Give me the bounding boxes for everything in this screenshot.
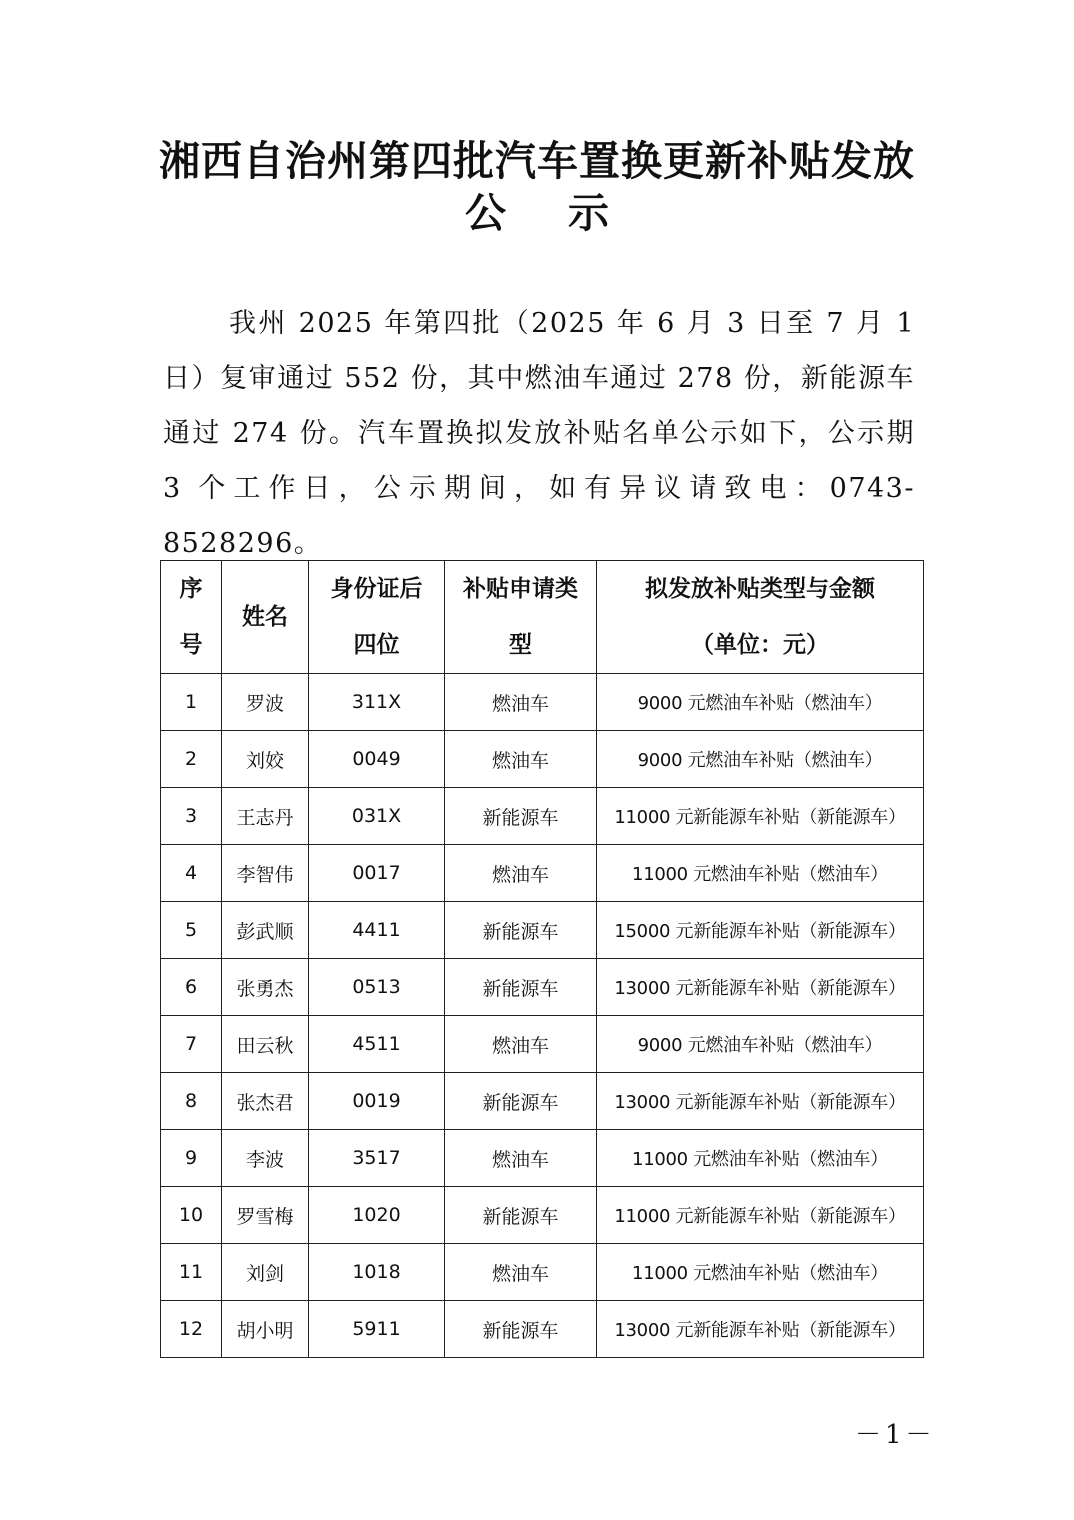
cell-name: 胡小明 [222, 1301, 309, 1358]
cell-amount: 13000 元新能源车补贴（新能源车） [597, 959, 924, 1016]
cell-type: 新能源车 [445, 1187, 597, 1244]
cell-name: 罗波 [222, 674, 309, 731]
header-seq-line1: 序 [179, 576, 203, 602]
document-subtitle [0, 185, 1074, 241]
cell-id: 4411 [309, 902, 445, 959]
cell-type: 新能源车 [445, 1073, 597, 1130]
cell-id: 4511 [309, 1016, 445, 1073]
cell-seq: 8 [161, 1073, 222, 1130]
cell-name: 罗雪梅 [222, 1187, 309, 1244]
cell-amount: 9000 元燃油车补贴（燃油车） [597, 1016, 924, 1073]
table-row [161, 1016, 924, 1073]
cell-type: 燃油车 [445, 1130, 597, 1187]
cell-id: 031X [309, 788, 445, 845]
cell-type: 新能源车 [445, 1301, 597, 1358]
cell-id: 1020 [309, 1187, 445, 1244]
table-header-row [161, 561, 924, 674]
table-row [161, 845, 924, 902]
cell-seq: 5 [161, 902, 222, 959]
cell-name: 张勇杰 [222, 959, 309, 1016]
header-amount-line2: （单位：元） [691, 632, 829, 658]
cell-seq: 6 [161, 959, 222, 1016]
cell-type: 燃油车 [445, 1244, 597, 1301]
cell-id: 3517 [309, 1130, 445, 1187]
cell-seq: 3 [161, 788, 222, 845]
table-row [161, 1187, 924, 1244]
header-type [445, 561, 597, 674]
cell-id: 0019 [309, 1073, 445, 1130]
table-row [161, 1244, 924, 1301]
cell-seq: 4 [161, 845, 222, 902]
intro-paragraph: 我州 2025 年第四批（2025 年 6 月 3 日至 7 月 1 日）复审通过 552 份，其中燃油车通过 278 份，新能源车通过 274 份。汽车置换拟发放补贴名单公示如下，公示期 3 个工作日，公示期间，如有异议请致电：0743-8528296。 [163, 308, 915, 559]
cell-seq: 2 [161, 731, 222, 788]
table-row [161, 1301, 924, 1358]
cell-name: 彭武顺 [222, 902, 309, 959]
cell-type: 新能源车 [445, 902, 597, 959]
cell-id: 5911 [309, 1301, 445, 1358]
cell-seq: 1 [161, 674, 222, 731]
page-number: －1－ [855, 1420, 936, 1450]
cell-amount: 13000 元新能源车补贴（新能源车） [597, 1073, 924, 1130]
cell-seq: 12 [161, 1301, 222, 1358]
cell-amount: 11000 元新能源车补贴（新能源车） [597, 788, 924, 845]
table-row [161, 731, 924, 788]
table-row [161, 902, 924, 959]
cell-name: 李智伟 [222, 845, 309, 902]
cell-amount: 13000 元新能源车补贴（新能源车） [597, 1301, 924, 1358]
cell-amount: 11000 元燃油车补贴（燃油车） [597, 1244, 924, 1301]
cell-amount: 11000 元燃油车补贴（燃油车） [597, 845, 924, 902]
cell-amount: 15000 元新能源车补贴（新能源车） [597, 902, 924, 959]
cell-seq: 7 [161, 1016, 222, 1073]
cell-name: 王志丹 [222, 788, 309, 845]
table-row [161, 1073, 924, 1130]
cell-name: 张杰君 [222, 1073, 309, 1130]
cell-name: 刘姣 [222, 731, 309, 788]
cell-id: 1018 [309, 1244, 445, 1301]
cell-seq: 9 [161, 1130, 222, 1187]
cell-name: 刘剑 [222, 1244, 309, 1301]
table-row [161, 959, 924, 1016]
cell-name: 田云秋 [222, 1016, 309, 1073]
header-id-line1: 身份证后 [330, 576, 423, 602]
cell-type: 燃油车 [445, 845, 597, 902]
cell-type: 燃油车 [445, 1016, 597, 1073]
header-id [309, 561, 445, 674]
document-subtitle-text: 公示 [465, 189, 671, 237]
cell-id: 0049 [309, 731, 445, 788]
table-row [161, 788, 924, 845]
cell-amount: 9000 元燃油车补贴（燃油车） [597, 674, 924, 731]
cell-type: 新能源车 [445, 788, 597, 845]
cell-amount: 9000 元燃油车补贴（燃油车） [597, 731, 924, 788]
subsidy-table [160, 560, 924, 1358]
header-type-line1: 补贴申请类 [463, 576, 578, 602]
cell-name: 李波 [222, 1130, 309, 1187]
document-title: 湘西自治州第四批汽车置换更新补贴发放 [159, 137, 915, 185]
header-seq [161, 561, 222, 674]
cell-id: 0017 [309, 845, 445, 902]
header-id-line2: 四位 [353, 632, 400, 658]
header-type-line2: 型 [509, 632, 532, 658]
cell-seq: 10 [161, 1187, 222, 1244]
header-seq-line2: 号 [179, 632, 203, 658]
cell-amount: 11000 元燃油车补贴（燃油车） [597, 1130, 924, 1187]
cell-id: 311X [309, 674, 445, 731]
cell-id: 0513 [309, 959, 445, 1016]
cell-amount: 11000 元新能源车补贴（新能源车） [597, 1187, 924, 1244]
table-row [161, 674, 924, 731]
table-row [161, 1130, 924, 1187]
cell-seq: 11 [161, 1244, 222, 1301]
cell-type: 新能源车 [445, 959, 597, 1016]
cell-type: 燃油车 [445, 731, 597, 788]
header-name: 姓名 [222, 561, 309, 674]
header-amount-line1: 拟发放补贴类型与金额 [645, 576, 875, 602]
cell-type: 燃油车 [445, 674, 597, 731]
header-amount [597, 561, 924, 674]
